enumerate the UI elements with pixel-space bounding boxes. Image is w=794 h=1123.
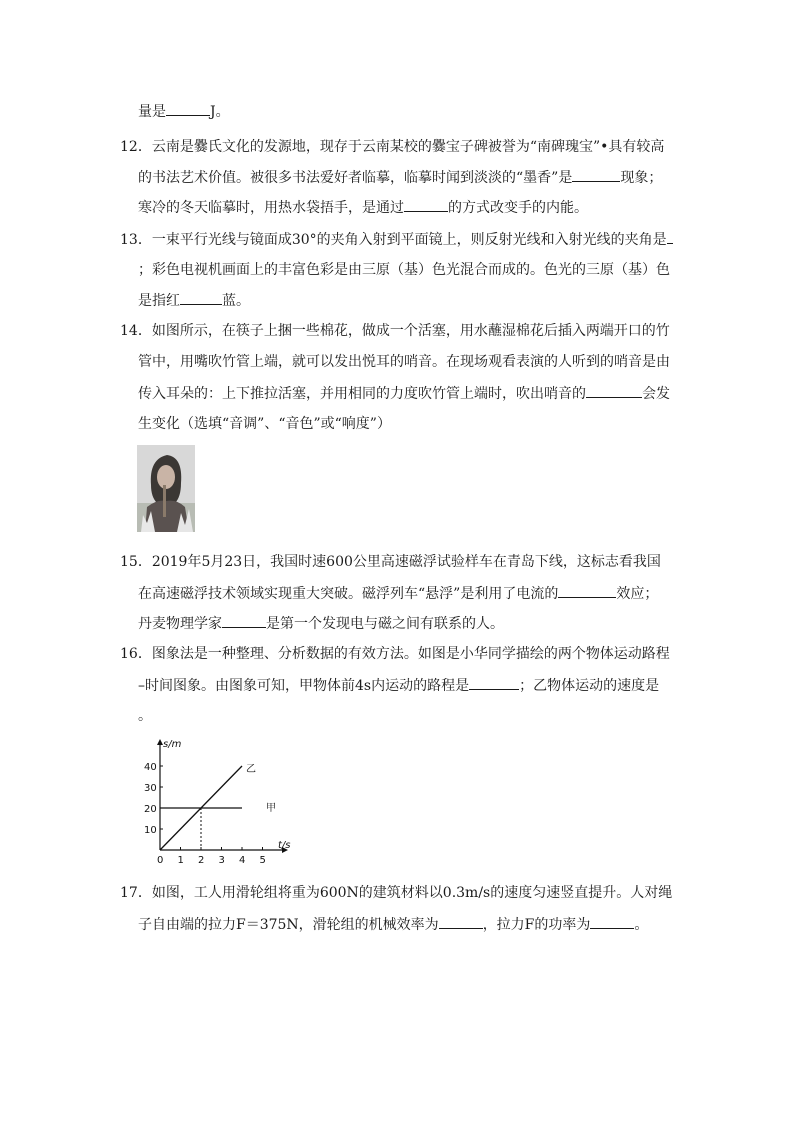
line-17: 17．如图，工人用滑轮组将重为600N的建筑材料以0.3m/s的速度匀速竖直提升。人对绳 [120, 885, 673, 901]
answer-blank[interactable] [667, 229, 673, 244]
answer-blank[interactable] [180, 290, 222, 305]
line-16: 。 [138, 708, 152, 724]
line-12: 在高速磁浮技术领域实现重大突破。磁浮列车“悬浮”是利用了电流的 效应； [138, 583, 658, 604]
series-jia-label: 甲 [266, 803, 276, 814]
answer-blank[interactable] [469, 675, 519, 690]
x-tick-label: 3 [218, 855, 225, 866]
y-tick-label: 40 [144, 762, 157, 773]
answer-blank[interactable] [439, 914, 483, 929]
x-tick-label: 2 [198, 855, 205, 866]
performer-photo [137, 445, 195, 532]
line-4: 13．一束平行光线与镜面成30°的夹角入射到平面镜上，则反射光线和入射光线的夹角是 [120, 229, 673, 250]
answer-blank[interactable] [222, 613, 266, 628]
y-tick-label: 20 [144, 804, 157, 815]
x-tick-label: 4 [239, 855, 246, 866]
answer-blank[interactable] [404, 197, 448, 212]
line-0: 量是 J。 [138, 101, 230, 122]
line-10: 生变化（选填“音调”、“音色”或“响度”） [138, 416, 391, 432]
line-2: 的书法艺术价值。被很多书法爱好者临摹，临摹时闻到淡淡的“墨香”是 现象； [138, 167, 662, 188]
line-14: 16．图象法是一种整理、分析数据的有效方法。如图是小华同学描绘的两个物体运动路程 [120, 646, 670, 662]
x-tick-label: 1 [177, 855, 184, 866]
line-8: 管中，用嘴吹竹管上端，就可以发出悦耳的哨音。在现场观看表演的人听到的哨音是由 [138, 354, 670, 370]
line-9: 传入耳朵的：上下推拉活塞，并用相同的力度吹竹管上端时，吹出哨音的 会发 [138, 383, 670, 404]
x-tick-label: 5 [259, 855, 266, 866]
y-tick-label: 10 [144, 825, 157, 836]
line-6: 是指红 蓝。 [138, 290, 250, 311]
line-3: 寒冷的冬天临摹时，用热水袋捂手，是通过 的方式改变手的内能。 [138, 197, 588, 218]
x-tick-label: 0 [157, 855, 164, 866]
answer-blank[interactable] [590, 914, 634, 929]
line-11: 15．2019年5月23日，我国时速600公里高速磁浮试验样车在青岛下线，这标志看我国 [120, 554, 661, 570]
y-tick-label: 30 [144, 783, 157, 794]
line-1: 12．云南是爨氏文化的发源地，现存于云南某校的爨宝子碑被誉为“南碑瑰宝”•具有较高 [120, 139, 665, 155]
answer-blank[interactable] [586, 383, 642, 398]
line-7: 14．如图所示，在筷子上捆一些棉花，做成一个活塞，用水蘸湿棉花后插入两端开口的竹 [120, 323, 670, 339]
line-18: 子自由端的拉力F＝375N，滑轮组的机械效率为 ，拉力F的功率为 。 [138, 914, 648, 935]
answer-blank[interactable] [558, 583, 616, 598]
x-axis-label: t/s [278, 840, 291, 851]
line-5: ；彩色电视机画面上的丰富色彩是由三原（基）色光混合而成的。色光的三原（基）色 [138, 262, 670, 278]
y-axis-label: s/m [163, 739, 182, 750]
line-15: –时间图象。由图象可知，甲物体前4s内运动的路程是 ；乙物体运动的速度是 [138, 675, 659, 696]
answer-blank[interactable] [166, 101, 210, 116]
series-yi-label: 乙 [246, 764, 256, 775]
line-13: 丹麦物理学家 是第一个发现电与磁之间有联系的人。 [138, 613, 504, 634]
answer-blank[interactable] [572, 167, 620, 182]
distance-time-chart [135, 735, 295, 870]
